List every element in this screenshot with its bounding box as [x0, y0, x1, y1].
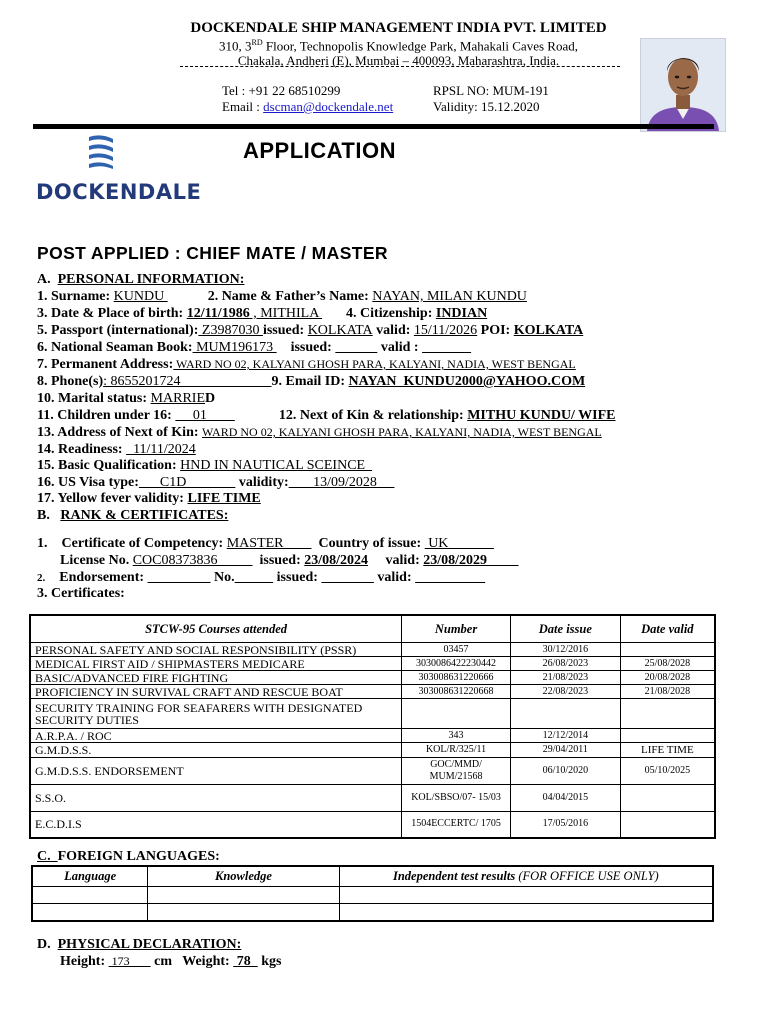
table-row: S.S.O. KOL/SBSO/07- 15/03 04/04/2015 [30, 785, 715, 812]
license-issued-value: 23/08/2024 [304, 553, 369, 568]
personal-line-14: 14. Readiness: 11/11/2024 [37, 442, 196, 457]
readiness-value: 11/11/2024 [126, 442, 196, 457]
post-applied: POST APPLIED : CHIEF MATE / MASTER [37, 243, 388, 263]
rank-line-1: 1. Certificate of Competency: MASTER Country of issue: UK [37, 536, 494, 551]
personal-line-15: 15. Basic Qualification: HND IN NAUTICAL SCEINCE [37, 458, 373, 473]
physical-line: Height: 173 cm Weight: 78 kgs [60, 954, 282, 969]
table-row: G.M.D.S.S. KOL/R/325/11 29/04/2011 LIFE TIME [30, 743, 715, 758]
table-row [32, 904, 713, 921]
dockendale-logo-text: DOCKENDALE [36, 180, 202, 204]
kin-value: MITHU KUNDU/ WIFE [467, 408, 616, 423]
qualification-value: HND IN NAUTICAL SCEINCE [180, 458, 373, 473]
weight-value: 78 [233, 954, 258, 969]
applicant-photo [640, 38, 726, 132]
kin-address-value: WARD NO 02, KALYANI GHOSH PARA, KALYANI, NADIA, WEST BENGAL [202, 425, 602, 439]
personal-line-6: 6. National Seaman Book: MUM196173 issued: valid : [37, 340, 423, 355]
email-value: NAYAN_KUNDU2000@YAHOO.COM [348, 374, 586, 389]
rank-line-2: 2. Endorsement: No. issued: valid: [37, 570, 416, 585]
company-name: DOCKENDALE SHIP MANAGEMENT INDIA PVT. LIMITED [190, 20, 607, 36]
table-row: G.M.D.S.S. ENDORSEMENT GOC/MMD/ MUM/21568 06/10/2020 05/10/2025 [30, 758, 715, 785]
personal-line-1: 1. Surname: KUNDU 2. Name & Father’s Name: NAYAN, MILAN KUNDU [37, 289, 527, 304]
surname-value: KUNDU [113, 289, 168, 304]
stcw-col-date-valid: Date valid [620, 615, 715, 643]
company-email-link[interactable]: dscman@dockendale.net [263, 99, 394, 114]
stcw-col-date-issue: Date issue [511, 615, 621, 643]
lang-col-language: Language [32, 866, 148, 887]
table-row: PROFICIENCY IN SURVIVAL CRAFT AND RESCUE BOAT 303008631220668 22/08/2023 21/08/2028 [30, 685, 715, 699]
father-name-value: NAYAN, MILAN KUNDU [372, 289, 527, 304]
poi-value: KOLKATA [513, 323, 584, 338]
license-valid-value: 23/08/2029 [423, 553, 519, 568]
personal-line-3: 3. Date & Place of birth: 12/11/1986 , MITHILA 4. Citizenship: INDIAN [37, 306, 488, 321]
company-tel: Tel : +91 22 68510299 [222, 83, 341, 98]
rpsl-number: RPSL NO: MUM-191 [433, 83, 549, 98]
personal-line-17: 17. Yellow fever validity: LIFE TIME [37, 491, 261, 506]
header-divider [180, 66, 620, 67]
section-c-heading: C. FOREIGN LANGUAGES: [37, 849, 220, 864]
lang-col-test-results: Independent test results (FOR OFFICE USE ONLY) [339, 866, 713, 887]
header-rule [33, 124, 714, 129]
coc-value: MASTER [226, 536, 312, 551]
stcw-col-course: STCW-95 Courses attended [30, 615, 402, 643]
address-value: WARD NO 02, KALYANI GHOSH PARA, KALYANI, NADIA, WEST BENGAL [173, 357, 576, 371]
pob-value: , MITHILA [249, 306, 323, 321]
rank-line-3: 3. Certificates: [37, 586, 125, 601]
personal-line-16: 16. US Visa type: C1D validity: 13/09/2028 [37, 475, 395, 490]
table-row: A.R.P.A. / ROC 343 12/12/2014 [30, 729, 715, 743]
page-title: APPLICATION [243, 138, 396, 163]
seaman-book-value: MUM196173 [192, 340, 277, 355]
company-email: Email : dscman@dockendale.net [222, 99, 394, 114]
personal-line-7: 7. Permanent Address: WARD NO 02, KALYANI GHOSH PARA, KALYANI, NADIA, WEST BENGAL [37, 357, 576, 372]
rank-license-line: License No. COC08373836 issued: 23/08/2024 valid: 23/08/2029 [60, 553, 519, 568]
rpsl-validity: Validity: 15.12.2020 [433, 99, 540, 114]
children-value: 01 [175, 408, 235, 423]
section-d-heading: D. PHYSICAL DECLARATION: [37, 937, 242, 952]
phone-value: : 8655201724 [103, 374, 272, 389]
country-value: UK [424, 536, 494, 551]
height-value: 173 [108, 954, 130, 968]
passport-value: Z3987030 [198, 323, 263, 338]
personal-line-10: 10. Marital status: MARRIED [37, 391, 216, 406]
table-row: BASIC/ADVANCED FIRE FIGHTING 303008631220666 21/08/2023 20/08/2028 [30, 671, 715, 685]
company-address-line2: Chakala, Andheri (E), Mumbai – 400093, Maharashtra, India. [237, 53, 560, 68]
license-value: COC08373836 [132, 553, 253, 568]
citizenship-value: INDIAN [435, 306, 488, 321]
personal-line-5: 5. Passport (international): Z3987030 issued: KOLKATA valid: 15/11/2026 POI: KOLKATA [37, 323, 584, 338]
table-row [32, 887, 713, 904]
yellow-fever-value: LIFE TIME [187, 491, 261, 506]
languages-header-row [32, 866, 713, 887]
personal-line-13: 13. Address of Next of Kin: WARD NO 02, KALYANI GHOSH PARA, KALYANI, NADIA, WEST BENGAL [37, 425, 602, 440]
passport-issued-value: KOLKATA [307, 323, 373, 338]
lang-col-knowledge: Knowledge [148, 866, 339, 887]
table-row: E.C.D.I.S 1504ECCERTC/ 1705 17/05/2016 [30, 812, 715, 838]
stcw-header-row [30, 615, 715, 643]
personal-line-11: 11. Children under 16: 01 12. Next of Kin & relationship: MITHU KUNDU/ WIFE [37, 408, 616, 423]
section-b-heading: B. RANK & CERTIFICATES: [37, 508, 229, 523]
passport-valid-value: 15/11/2026 [413, 323, 478, 338]
dockendale-logo-icon [87, 134, 117, 175]
section-a-heading: A. PERSONAL INFORMATION: [37, 272, 245, 287]
company-address-line1: 310, 3RD Floor, Technopolis Knowledge Park, Mahakali Caves Road, [219, 38, 578, 54]
table-row: SECURITY TRAINING FOR SEAFARERS WITH DESIGNATED SECURITY DUTIES [30, 699, 715, 729]
personal-line-8: 8. Phone(s): 8655201724 9. Email ID: NAYAN_KUNDU2000@YAHOO.COM [37, 374, 586, 389]
visa-validity-value: 13/09/2028 [288, 475, 395, 490]
marital-value: MARRIE [150, 391, 205, 406]
stcw-courses-table [29, 614, 716, 839]
stcw-col-number: Number [402, 615, 511, 643]
table-row: PERSONAL SAFETY AND SOCIAL RESPONSIBILITY (PSSR) 03457 30/12/2016 [30, 643, 715, 657]
visa-type-value: C1D [138, 475, 236, 490]
table-row: MEDICAL FIRST AID / SHIPMASTERS MEDICARE 3030086422230442 26/08/2023 25/08/2028 [30, 657, 715, 671]
foreign-languages-table [31, 865, 714, 922]
dob-value: 12/11/1986 [186, 306, 250, 321]
